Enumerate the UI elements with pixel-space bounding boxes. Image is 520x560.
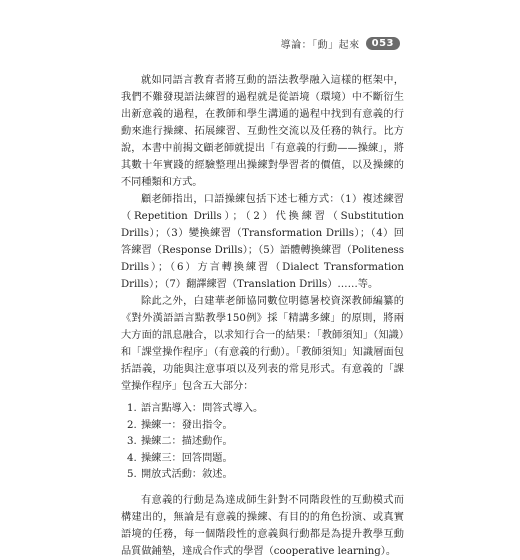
list-item: 3. 操練二：描述動作。 [127, 436, 233, 447]
body-text [121, 72, 404, 560]
page-header [281, 36, 400, 51]
list-item: 1. 語言點導入：問答式導入。 [127, 403, 264, 414]
page-number-badge: 053 [366, 37, 400, 50]
paragraph: 有意義的行動是為達成師生針對不同階段性的互動模式而構建出的，無論是有意義的操練、有目的的角色扮演、或真實語境的任務，每一個階段性的意義與行動都是為提升教學互動品質做鋪墊，達成合作式的學習（cooperative learning）。 [121, 494, 404, 557]
list-item: 5. 開放式活動：敘述。 [127, 469, 233, 480]
paragraph: 顧老師指出，口語操練包括下述七種方式：（1）複述練習（Repetition Drills）；（2）代換練習（Substitution Drills）；（3）變換練習（Transformation Drills）；（4）回答練習（Response Drills）；（5）語體轉換練習（Politeness Drills）；（6）方言轉換練習（Dialect Transformation Drills）；（7）翻譯練習（Translation Drills）……等。 [121, 194, 404, 290]
paragraph: 就如同語言教育者將互動的語法教學融入這樣的框架中，我們不難發現語法練習的過程就是從語境（環境）中不斷衍生出新意義的過程，在教師和學生溝通的過程中找到有意義的行動來進行操練、拓展練習、互動性交流以及任務的執行。比方說，本書中前揭文顧老師就提出「有意義的行動——操練」，將其數十年實踐的經驗整理出操練對學習者的價值，以及操練的不同種類和方式。 [121, 75, 404, 188]
running-head: 導論：「動」起來 [280, 40, 360, 51]
procedure-list [121, 401, 404, 484]
list-item: 4. 操練三：回答問題。 [127, 452, 233, 464]
paragraph: 除此之外，白建華老師協同數位明德暑校資深教師編纂的《對外漢語語言點教學150例》採「精講多練」的原則，將兩大方面的訊息融合，以求知行合一的結果：「教師須知」（知識）和「課堂操作程序」（有意義的行動）。「教師須知」知識層面包括語義，功能與注意事項以及列表的常見形式。有意義的「課堂操作程序」包含五大部分： [121, 296, 404, 392]
list-item: 2. 操練一：發出指令。 [127, 419, 233, 431]
